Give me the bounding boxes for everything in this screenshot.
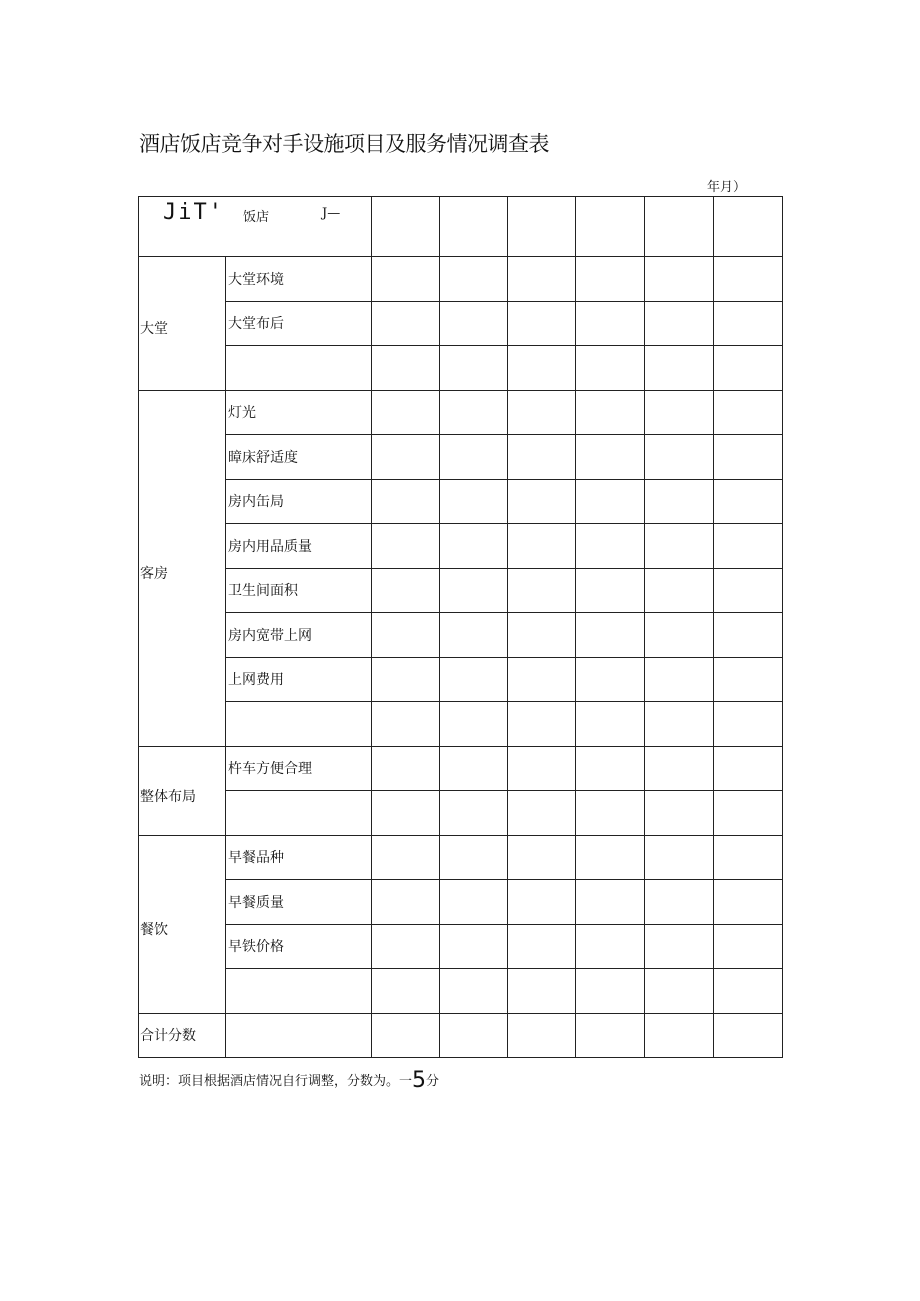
score-cell[interactable] — [440, 969, 508, 1014]
score-cell[interactable] — [576, 835, 645, 880]
score-cell[interactable] — [714, 746, 783, 791]
score-cell[interactable] — [714, 924, 783, 969]
score-cell[interactable] — [372, 791, 440, 836]
item-label: 早铁价格 — [226, 924, 372, 969]
table-row — [139, 746, 783, 791]
score-cell[interactable] — [508, 346, 576, 391]
score-cell[interactable] — [372, 657, 440, 702]
score-cell[interactable] — [714, 524, 783, 569]
score-cell[interactable] — [576, 301, 645, 346]
score-cell[interactable] — [508, 301, 576, 346]
score-cell[interactable] — [440, 657, 508, 702]
score-cell[interactable] — [372, 835, 440, 880]
score-cell[interactable] — [576, 702, 645, 747]
score-cell[interactable] — [440, 791, 508, 836]
score-cell[interactable] — [372, 702, 440, 747]
score-cell[interactable] — [440, 524, 508, 569]
score-cell[interactable] — [372, 924, 440, 969]
score-cell[interactable] — [440, 301, 508, 346]
table-row — [139, 524, 783, 569]
score-cell[interactable] — [372, 880, 440, 925]
score-cell[interactable] — [508, 435, 576, 480]
table-row — [139, 880, 783, 925]
item-label: 卫生间面积 — [226, 568, 372, 613]
table-row — [139, 257, 783, 302]
score-cell[interactable] — [440, 613, 508, 658]
table-row — [139, 969, 783, 1014]
score-cell[interactable] — [714, 390, 783, 435]
score-cell[interactable] — [372, 301, 440, 346]
score-cell[interactable] — [645, 301, 714, 346]
score-cell[interactable] — [645, 702, 714, 747]
page-title: 酒店饭店竞争对手设施项目及服务情况调查表 — [139, 132, 549, 156]
score-cell[interactable] — [645, 1013, 714, 1058]
survey-table — [138, 196, 783, 1058]
score-cell[interactable] — [508, 880, 576, 925]
score-cell[interactable] — [576, 746, 645, 791]
item-label: 杵车方便合理 — [226, 746, 372, 791]
table-row — [139, 301, 783, 346]
score-cell[interactable] — [372, 969, 440, 1014]
score-cell[interactable] — [576, 390, 645, 435]
score-cell[interactable] — [645, 568, 714, 613]
score-cell[interactable] — [645, 835, 714, 880]
header-part2: 饭店 — [243, 209, 270, 225]
table-row — [139, 479, 783, 524]
footnote-text: 说明：项目根据酒店情况自行调整，分数为。一 — [139, 1074, 413, 1089]
total-row — [139, 1013, 783, 1058]
item-label: 早餐品种 — [226, 835, 372, 880]
header-hotel-cell — [139, 197, 372, 257]
table-row — [139, 702, 783, 747]
score-cell[interactable] — [508, 746, 576, 791]
item-label: 暲床舒适度 — [226, 435, 372, 480]
score-cell[interactable] — [714, 197, 783, 257]
score-cell[interactable] — [576, 1013, 645, 1058]
score-cell[interactable] — [576, 657, 645, 702]
score-cell[interactable] — [576, 435, 645, 480]
score-cell[interactable] — [714, 835, 783, 880]
footnote-number: 5 — [412, 1068, 427, 1093]
score-cell[interactable] — [440, 568, 508, 613]
footnote-suffix: 分 — [426, 1074, 440, 1089]
table-row — [139, 435, 783, 480]
score-cell[interactable] — [714, 791, 783, 836]
score-cell[interactable] — [576, 613, 645, 658]
score-cell[interactable] — [645, 880, 714, 925]
score-cell[interactable] — [645, 479, 714, 524]
table-row — [139, 791, 783, 836]
score-cell[interactable] — [645, 746, 714, 791]
score-cell[interactable] — [508, 257, 576, 302]
score-cell[interactable] — [645, 524, 714, 569]
score-cell[interactable] — [508, 197, 576, 257]
score-cell[interactable] — [576, 524, 645, 569]
score-cell[interactable] — [576, 257, 645, 302]
score-cell[interactable] — [372, 479, 440, 524]
table-row — [139, 346, 783, 391]
score-cell[interactable] — [372, 746, 440, 791]
item-label — [226, 791, 372, 836]
category-label: 客房 — [139, 390, 226, 746]
header-part3: J— — [322, 205, 341, 221]
table-row — [139, 924, 783, 969]
score-cell[interactable] — [508, 524, 576, 569]
score-cell[interactable] — [714, 880, 783, 925]
item-label: 房内用品质量 — [226, 524, 372, 569]
score-cell[interactable] — [440, 479, 508, 524]
score-cell[interactable] — [372, 613, 440, 658]
score-cell[interactable] — [645, 924, 714, 969]
category-label: 整体布局 — [139, 746, 226, 835]
score-cell[interactable] — [714, 479, 783, 524]
item-label — [226, 346, 372, 391]
score-cell[interactable] — [440, 924, 508, 969]
total-label: 合计分数 — [139, 1013, 226, 1058]
score-cell[interactable] — [508, 835, 576, 880]
score-cell[interactable] — [440, 835, 508, 880]
category-label: 餐饮 — [139, 835, 226, 1013]
table-row — [139, 568, 783, 613]
score-cell[interactable] — [440, 746, 508, 791]
score-cell[interactable] — [645, 791, 714, 836]
score-cell[interactable] — [508, 390, 576, 435]
header-part1: JiT' — [163, 199, 224, 225]
score-cell[interactable] — [440, 197, 508, 257]
score-cell[interactable] — [508, 657, 576, 702]
score-cell[interactable] — [440, 1013, 508, 1058]
score-cell[interactable] — [714, 568, 783, 613]
item-label: 上网费用 — [226, 657, 372, 702]
score-cell[interactable] — [372, 568, 440, 613]
score-cell[interactable] — [576, 568, 645, 613]
score-cell[interactable] — [372, 1013, 440, 1058]
score-cell[interactable] — [645, 435, 714, 480]
score-cell[interactable] — [645, 657, 714, 702]
score-cell[interactable] — [714, 657, 783, 702]
score-cell[interactable] — [508, 969, 576, 1014]
score-cell[interactable] — [440, 390, 508, 435]
item-label — [226, 969, 372, 1014]
item-label — [226, 702, 372, 747]
score-cell[interactable] — [714, 969, 783, 1014]
score-cell[interactable] — [372, 257, 440, 302]
score-cell[interactable] — [508, 613, 576, 658]
table-row — [139, 835, 783, 880]
score-cell[interactable] — [645, 346, 714, 391]
score-cell[interactable] — [440, 346, 508, 391]
table-row — [139, 657, 783, 702]
score-cell[interactable] — [440, 435, 508, 480]
score-cell[interactable] — [714, 346, 783, 391]
score-cell[interactable] — [508, 1013, 576, 1058]
score-cell[interactable] — [645, 257, 714, 302]
date-label: 年月） — [707, 180, 747, 195]
score-cell[interactable] — [440, 702, 508, 747]
score-cell[interactable] — [576, 346, 645, 391]
score-cell[interactable] — [576, 791, 645, 836]
score-cell[interactable] — [508, 702, 576, 747]
score-cell[interactable] — [372, 197, 440, 257]
item-label: 大堂布后 — [226, 301, 372, 346]
item-label: 早餐质量 — [226, 880, 372, 925]
item-label: 房内缶局 — [226, 479, 372, 524]
score-cell[interactable] — [440, 257, 508, 302]
item-label: 大堂环境 — [226, 257, 372, 302]
footnote — [139, 1068, 439, 1093]
score-cell[interactable] — [576, 880, 645, 925]
header-row — [139, 197, 783, 257]
score-cell[interactable] — [440, 880, 508, 925]
score-cell[interactable] — [645, 613, 714, 658]
table-row — [139, 390, 783, 435]
score-cell[interactable] — [372, 346, 440, 391]
score-cell[interactable] — [714, 301, 783, 346]
score-cell[interactable] — [645, 390, 714, 435]
score-cell[interactable] — [508, 924, 576, 969]
score-cell[interactable] — [645, 969, 714, 1014]
score-cell[interactable] — [714, 1013, 783, 1058]
score-cell[interactable] — [508, 479, 576, 524]
score-cell[interactable] — [508, 568, 576, 613]
score-cell[interactable] — [714, 702, 783, 747]
score-cell[interactable] — [576, 479, 645, 524]
category-label: 大堂 — [139, 257, 226, 391]
score-cell[interactable] — [372, 524, 440, 569]
item-label: 房内宽带上网 — [226, 613, 372, 658]
score-cell[interactable] — [372, 390, 440, 435]
table-row — [139, 613, 783, 658]
score-cell[interactable] — [714, 613, 783, 658]
total-blank-cell — [226, 1013, 372, 1058]
score-cell[interactable] — [372, 435, 440, 480]
score-cell[interactable] — [508, 791, 576, 836]
score-cell[interactable] — [714, 257, 783, 302]
score-cell[interactable] — [645, 197, 714, 257]
item-label: 灯光 — [226, 390, 372, 435]
score-cell[interactable] — [576, 969, 645, 1014]
score-cell[interactable] — [576, 924, 645, 969]
score-cell[interactable] — [576, 197, 645, 257]
score-cell[interactable] — [714, 435, 783, 480]
